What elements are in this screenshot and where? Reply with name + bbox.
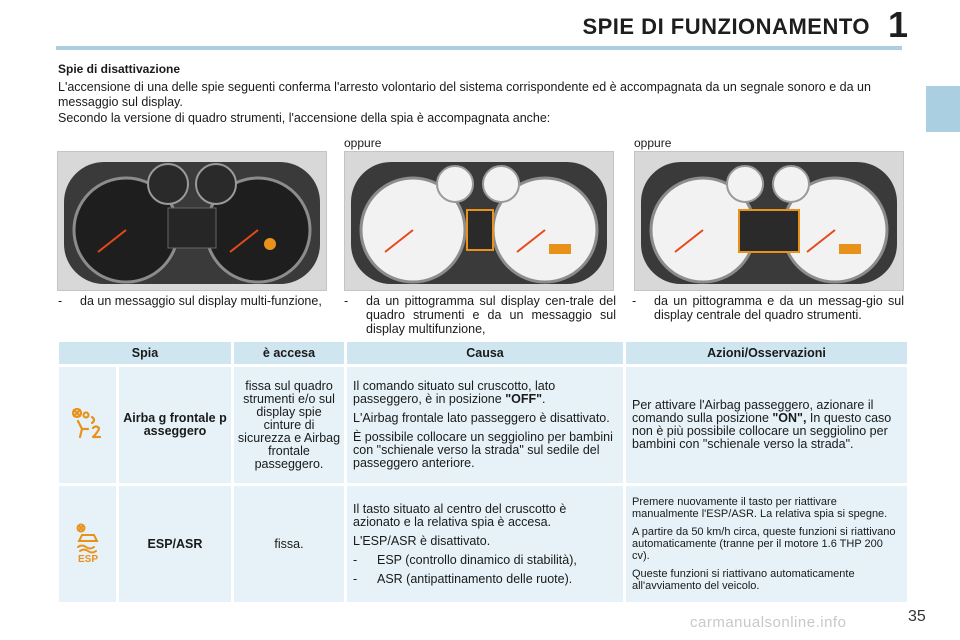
intro-paragraph: L'accensione di una delle spie seguenti conferma l'arresto volontario del sistema corrispondente ed è accompagnata da un segnale sonoro e da un messaggio sul display. xyxy=(58,80,871,109)
light-name: ESP/ASR xyxy=(119,486,231,602)
list-item xyxy=(353,554,617,567)
page-number: 35 xyxy=(908,608,926,625)
light-actions xyxy=(626,367,907,483)
caption-text: da un messaggio sul display multi-funzione, xyxy=(80,294,322,308)
header-azioni: Azioni/Osservazioni xyxy=(626,342,907,364)
list-text: ASR (antipattinamento delle ruote). xyxy=(377,571,573,586)
oppure-label: oppure xyxy=(634,136,672,150)
panel-caption xyxy=(632,294,904,322)
header-rule xyxy=(56,46,902,50)
cause-text: Il tasto situato al centro del cruscotto è azionato e la relativa spia è accesa. xyxy=(353,501,567,529)
panel-caption xyxy=(58,294,330,308)
list-dash: - xyxy=(353,552,358,567)
chapter-number: 1 xyxy=(888,4,909,45)
off-keyword: "OFF" xyxy=(505,392,543,406)
table-row xyxy=(59,486,907,602)
caption-text: da un pittogramma e da un messag-gio sul display centrale del quadro strumenti. xyxy=(654,294,904,322)
list-text: ESP (controllo dinamico di stabilità), xyxy=(377,552,577,567)
oppure-label: oppure xyxy=(344,136,382,150)
light-state: fissa sul quadro strumenti e/o sul display spie cinture di sicurezza e Airbag frontale passeggero. xyxy=(234,367,344,483)
light-cause xyxy=(347,486,623,602)
light-name: Airba g frontale p asseggero xyxy=(119,367,231,483)
table-row xyxy=(59,367,907,483)
cause-text: L'ESP/ASR è disattivato. xyxy=(353,533,491,548)
instrument-cluster-image-central-display-message xyxy=(634,151,904,291)
cause-text-part: . xyxy=(542,392,546,406)
actions-text: In questo caso non è più possibile collocare un seggiolino per bambini con "schienale verso la strada". xyxy=(632,411,892,451)
actions-text: Queste funzioni si riattivano automaticamente all'avviamento del veicolo. xyxy=(632,568,855,592)
esp-icon-label: ESP xyxy=(77,553,98,563)
page-title: SPIE DI FUNZIONAMENTO xyxy=(582,14,870,39)
cause-text-part: Il comando situato sul cruscotto, lato passeggero, è in posizione xyxy=(353,379,556,406)
caption-dash: - xyxy=(58,294,63,308)
light-actions xyxy=(626,486,907,602)
panel-caption xyxy=(344,294,616,336)
light-state: fissa. xyxy=(234,486,344,602)
header-accesa: è accesa xyxy=(234,342,344,364)
actions-text: Premere nuovamente il tasto per riattivare manualmente l'ESP/ASR. La relativa spia si spegne. xyxy=(632,496,888,520)
instrument-cluster-image-central-display xyxy=(344,151,614,291)
esp-off-icon xyxy=(70,552,106,566)
cause-text: L'Airbag frontale lato passeggero è disattivato. xyxy=(353,411,610,425)
header-causa: Causa xyxy=(347,342,623,364)
instrument-cluster-image-multifunction xyxy=(57,151,327,291)
list-dash: - xyxy=(353,571,358,586)
cause-text: È possibile collocare un seggiolino per bambini con "schienale verso la strada" sul sedile del passeggero anteriore. xyxy=(353,430,613,470)
caption-dash: - xyxy=(344,294,349,308)
section-title: Spie di disattivazione xyxy=(58,62,181,76)
caption-text: da un pittogramma sul display cen-trale del quadro strumenti e da un messaggio sul display multifunzione, xyxy=(366,294,616,336)
header-spia: Spia xyxy=(59,342,231,364)
on-keyword: "ON", xyxy=(772,411,807,425)
light-cause xyxy=(347,367,623,483)
caption-dash: - xyxy=(632,294,637,308)
watermark: carmanualsonline.info xyxy=(690,614,847,631)
cause-text xyxy=(353,380,617,406)
list-item xyxy=(353,573,617,586)
actions-text: A partire da 50 km/h circa, queste funzioni si riattivano automaticamente (tranne per il motore 1.6 THP 200 cv). xyxy=(632,526,896,562)
warning-lights-table xyxy=(56,339,910,605)
actions-text: Per attivare l'Airbag passeggero, azionare il comando sulla posizione xyxy=(632,398,874,425)
airbag-passenger-off-icon xyxy=(70,430,106,444)
chapter-tab xyxy=(926,86,960,132)
version-paragraph: Secondo la versione di quadro strumenti, l'accensione della spia è accompagnata anche: xyxy=(58,111,551,125)
